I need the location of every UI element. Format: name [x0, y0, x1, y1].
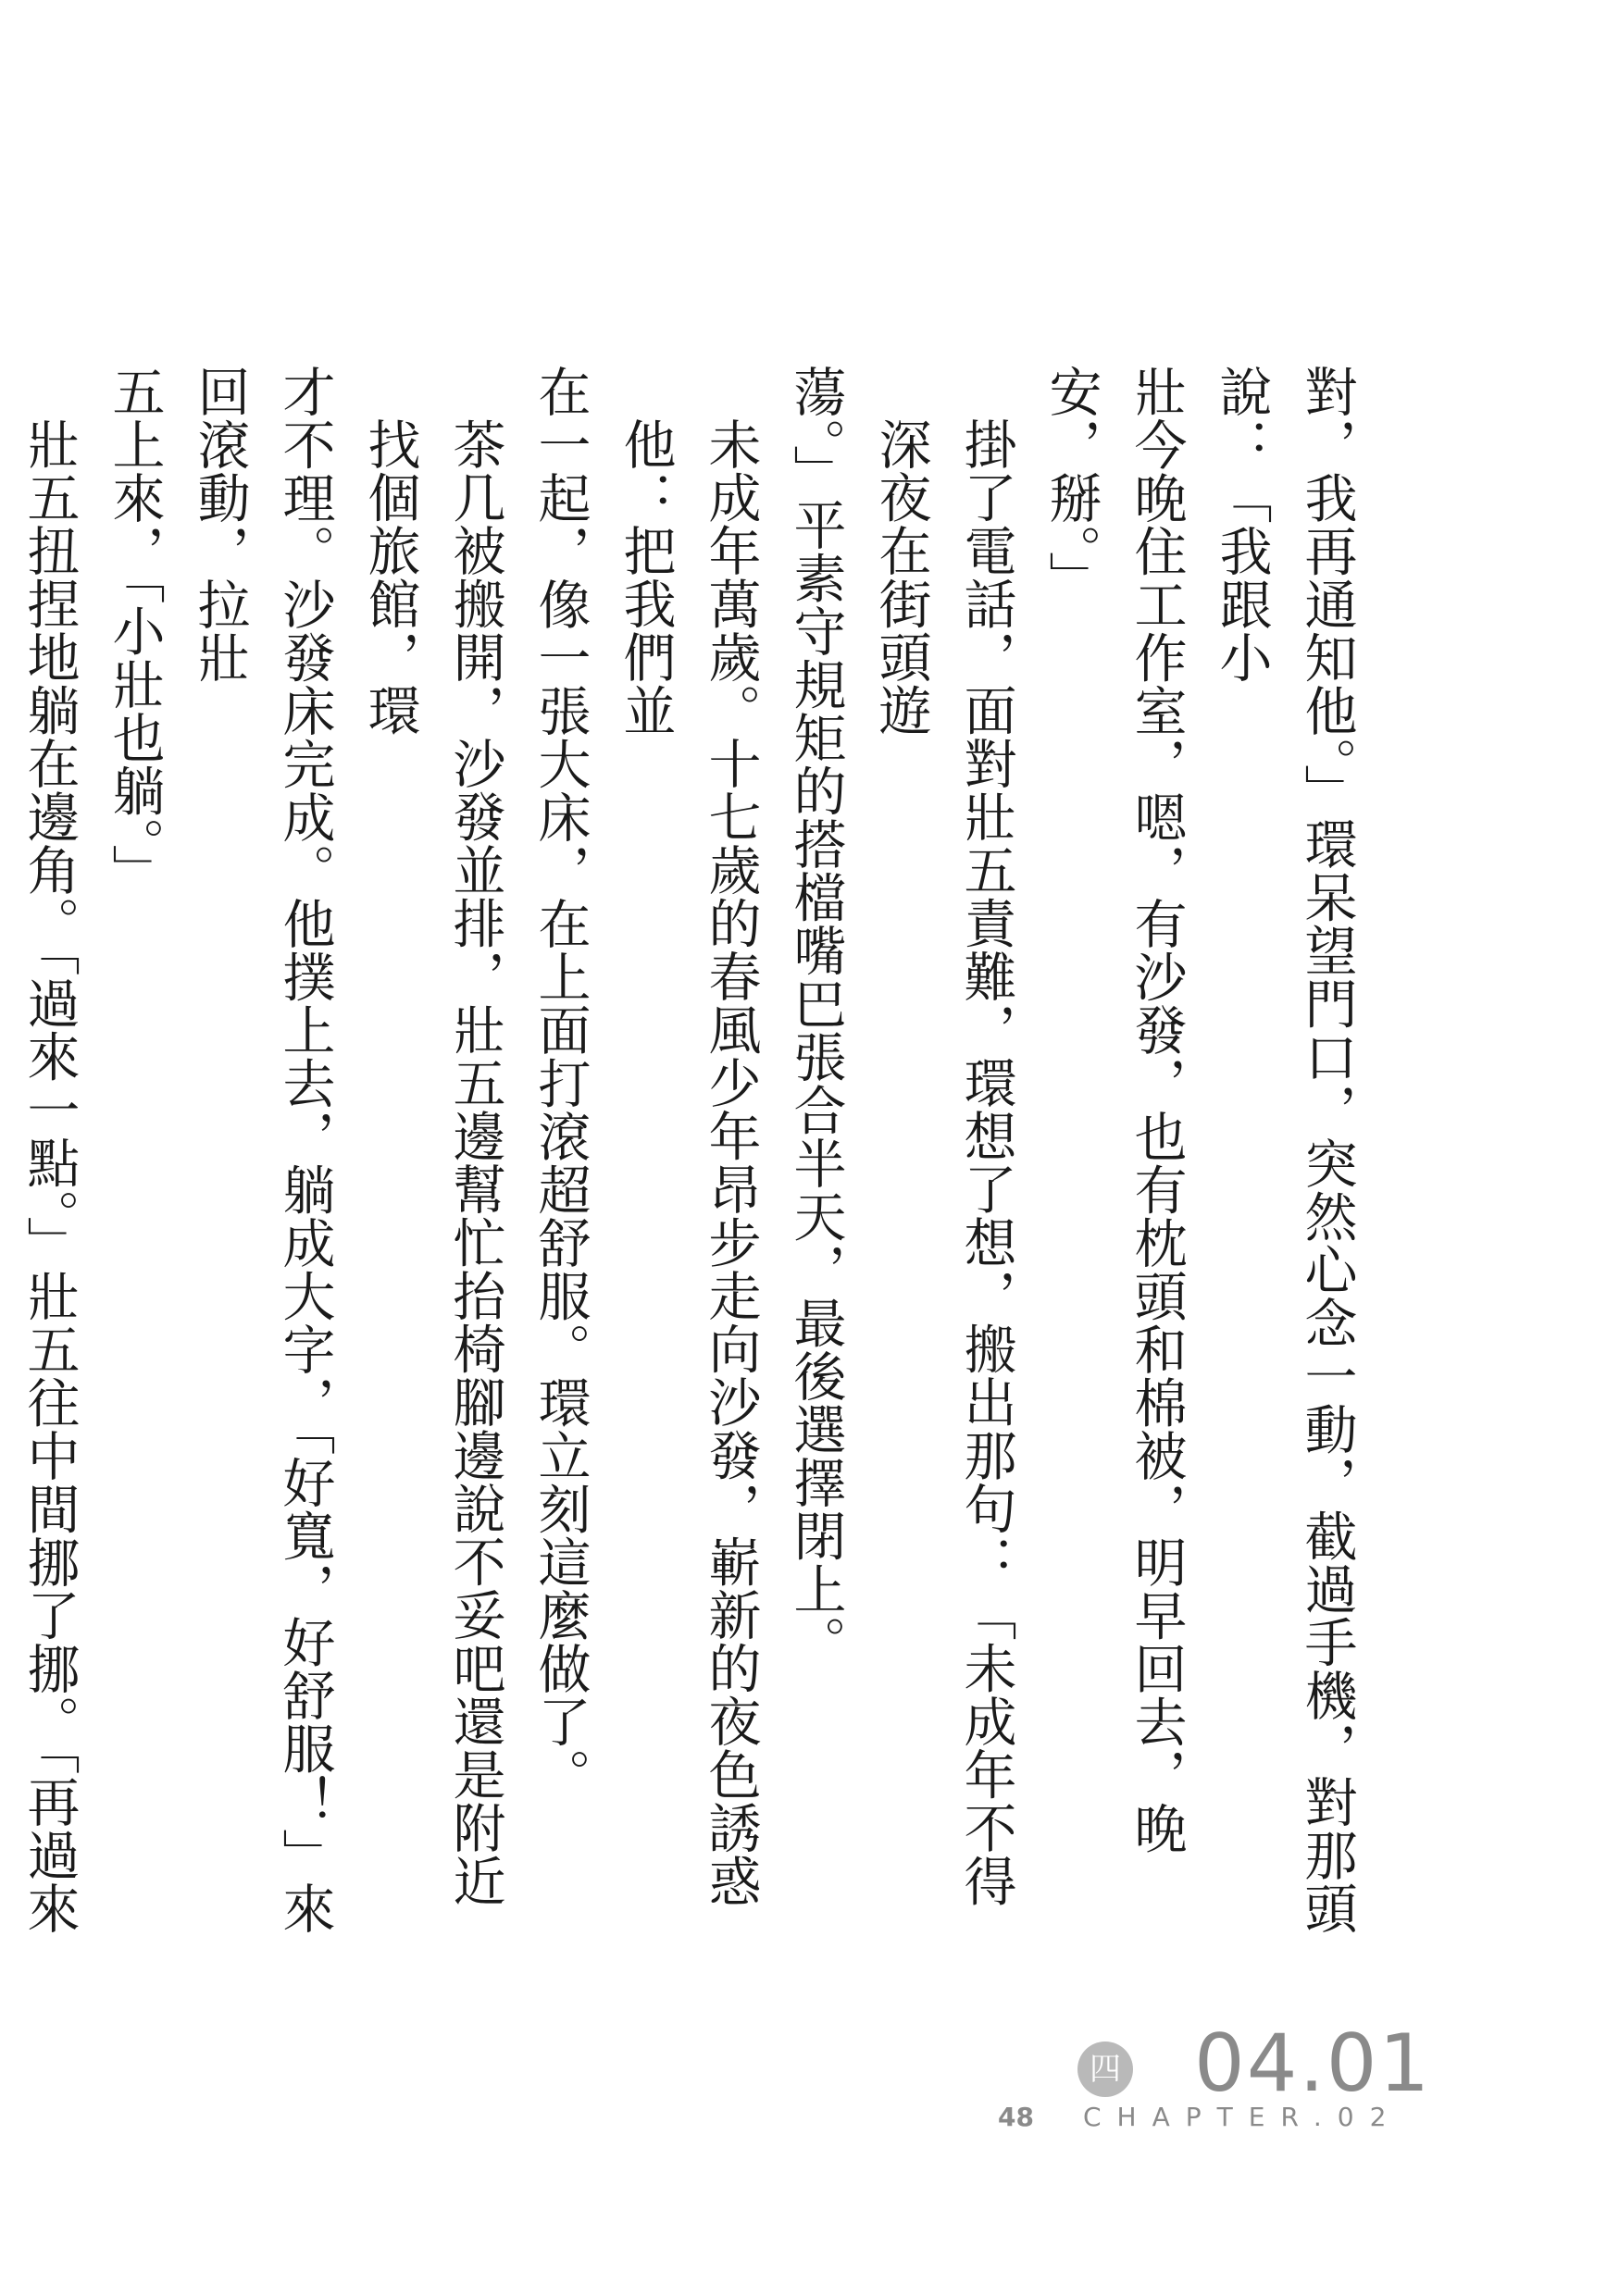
paragraph-line: 蕩。」平素守規矩的搭檔嘴巴張合半天，最後選擇閉上。 — [785, 365, 846, 1669]
paragraph-line: 對，我再通知他。」環呆望門口，突然心念一動，截過手機，對那頭說：「我跟小 — [1211, 365, 1357, 1935]
paragraph-line: 壯五扭捏地躺在邊角。「過來一點。」壯五往中間挪了挪。「再過來 — [19, 417, 80, 1935]
paragraph-line: 茶几被搬開，沙發並排，壯五邊幫忙抬椅腳邊說不妥吧還是附近找個旅館，環 — [359, 417, 505, 1907]
paragraph-line: 才不理。沙發床完成。他撲上去，躺成大字，「好寬，好舒服！」來回滾動，拉壯 — [189, 365, 335, 1935]
chapter-label: CHAPTER.02 — [1083, 2102, 1402, 2132]
page-number: 48 — [998, 2102, 1034, 2132]
paragraph-line: 掛了電話，面對壯五責難，環想了想，搬出那句：「未成年不得深夜在街頭遊 — [870, 417, 1016, 1907]
paragraph-line: 在一起，像一張大床，在上面打滾超舒服。環立刻這麼做了。 — [529, 365, 591, 1802]
paragraph-line: 壯今晚住工作室，嗯，有沙發，也有枕頭和棉被，明早回去，晚安，掰。」 — [1040, 365, 1187, 1855]
paragraph-line: 五上來，「小壯也躺。」 — [104, 365, 165, 898]
section-number: 04.01 — [1194, 2017, 1432, 2110]
chapter-badge: 四 — [1077, 2042, 1133, 2097]
paragraph-line: 未成年萬歲。十七歲的春風少年昂步走向沙發，嶄新的夜色誘惑他：把我們並 — [615, 417, 761, 1907]
body-text — [19, 365, 1369, 1938]
